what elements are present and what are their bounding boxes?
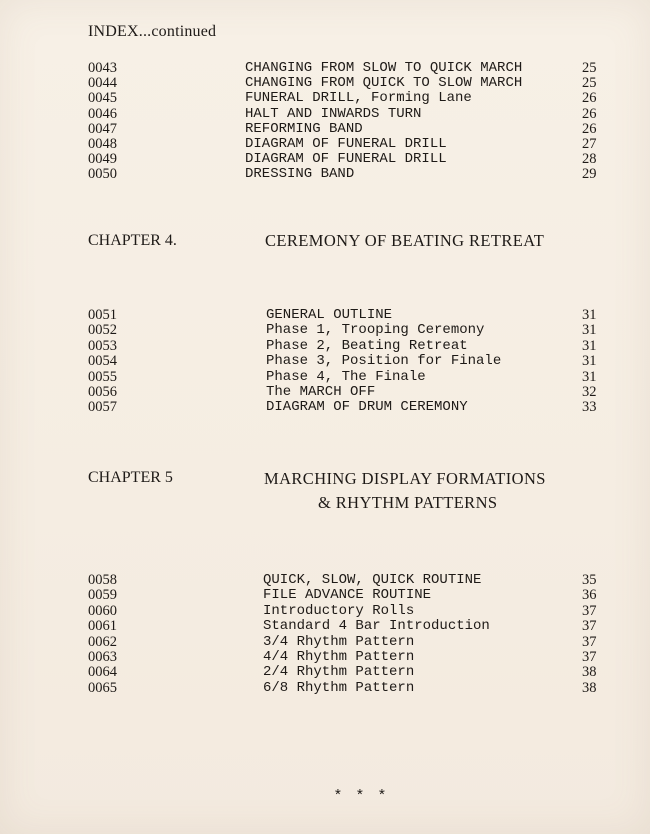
index-entry [0, 76, 650, 91]
entry-title: DIAGRAM OF DRUM CEREMONY [266, 399, 468, 416]
index-heading: INDEX...continued [88, 23, 217, 40]
index-entry [0, 107, 650, 122]
entry-page-number: 37 [582, 618, 597, 635]
entry-title: DRESSING BAND [245, 166, 355, 183]
entry-title: Phase 1, Trooping Ceremony [266, 322, 485, 339]
chapter-4-label: CHAPTER 4. [88, 232, 177, 249]
entry-number: 0045 [88, 90, 117, 107]
entry-page-number: 27 [582, 136, 597, 152]
entry-number: 0056 [88, 384, 117, 400]
entry-page-number: 25 [582, 75, 597, 92]
entry-number: 0064 [88, 664, 117, 681]
entry-title: CHANGING FROM SLOW TO QUICK MARCH [245, 60, 523, 76]
index-entry [0, 385, 650, 400]
entry-number: 0052 [88, 322, 117, 339]
entry-number: 0061 [88, 618, 117, 635]
entry-number: 0054 [88, 353, 117, 370]
entry-number: 0065 [88, 679, 117, 696]
entry-number: 0051 [88, 307, 117, 323]
entry-page-number: 31 [582, 307, 597, 323]
entry-page-number: 26 [582, 90, 597, 107]
entry-number: 0047 [88, 120, 117, 137]
entry-page-number: 26 [582, 120, 597, 137]
entry-page-number: 31 [582, 368, 597, 385]
entry-page-number: 31 [582, 353, 597, 370]
index-entry [0, 400, 650, 415]
entry-number: 0057 [88, 399, 117, 416]
entry-number: 0062 [88, 633, 117, 650]
entry-page-number: 37 [582, 602, 597, 619]
entry-number: 0060 [88, 602, 117, 619]
entry-title: 2/4 Rhythm Pattern [263, 664, 415, 681]
entry-page-number: 31 [582, 337, 597, 354]
entry-title: Phase 2, Beating Retreat [266, 337, 468, 354]
index-entry [0, 619, 650, 634]
index-entry [0, 370, 650, 385]
index-entry [0, 91, 650, 106]
entry-page-number: 25 [582, 60, 597, 76]
index-entry [0, 354, 650, 369]
entry-number: 0058 [88, 572, 117, 588]
entry-page-number: 36 [582, 587, 597, 604]
index-entry [0, 122, 650, 137]
entry-title: HALT AND INWARDS TURN [245, 105, 422, 122]
entry-title: Standard 4 Bar Introduction [263, 618, 490, 635]
entry-title: FILE ADVANCE ROUTINE [263, 587, 432, 604]
entry-number: 0043 [88, 60, 117, 76]
entry-page-number: 33 [582, 399, 597, 416]
entry-number: 0046 [88, 105, 117, 122]
entry-page-number: 26 [582, 105, 597, 122]
entry-number: 0048 [88, 136, 117, 152]
index-entry [0, 650, 650, 665]
index-entry [0, 167, 650, 182]
entry-title: The MARCH OFF [266, 384, 376, 400]
entry-page-number: 31 [582, 322, 597, 339]
chapter-5-label: CHAPTER 5 [88, 469, 173, 486]
entry-title: QUICK, SLOW, QUICK ROUTINE [263, 572, 482, 588]
index-entry [0, 137, 650, 152]
entry-page-number: 38 [582, 664, 597, 681]
entry-number: 0063 [88, 649, 117, 665]
index-entry [0, 339, 650, 354]
entry-number: 0055 [88, 368, 117, 385]
entry-number: 0059 [88, 587, 117, 604]
end-mark: * * * [335, 786, 391, 803]
index-entry [0, 665, 650, 680]
entry-title: FUNERAL DRILL, Forming Lane [245, 90, 472, 107]
index-entry [0, 573, 650, 588]
entry-page-number: 28 [582, 151, 597, 168]
index-entry [0, 323, 650, 338]
entry-title: 3/4 Rhythm Pattern [263, 633, 415, 650]
entry-title: Phase 3, Position for Finale [266, 353, 502, 370]
entry-title: REFORMING BAND [245, 120, 363, 137]
entry-title: Phase 4, The Finale [266, 368, 426, 385]
entry-title: 4/4 Rhythm Pattern [263, 649, 415, 665]
index-entry [0, 152, 650, 167]
chapter-5-title-line-2: & RHYTHM PATTERNS [318, 493, 498, 512]
entry-number: 0050 [88, 166, 117, 183]
entry-page-number: 35 [582, 572, 597, 588]
entry-title: 6/8 Rhythm Pattern [263, 679, 415, 696]
entry-page-number: 32 [582, 384, 597, 400]
entry-page-number: 37 [582, 633, 597, 650]
index-entry [0, 681, 650, 696]
entry-title: DIAGRAM OF FUNERAL DRILL [245, 136, 447, 152]
index-entry [0, 588, 650, 603]
chapter-5-title-line-1: MARCHING DISPLAY FORMATIONS [264, 469, 546, 488]
entry-title: Introductory Rolls [263, 602, 415, 619]
entry-page-number: 38 [582, 679, 597, 696]
entry-number: 0049 [88, 151, 117, 168]
entry-title: CHANGING FROM QUICK TO SLOW MARCH [245, 75, 523, 92]
index-entry [0, 604, 650, 619]
entry-title: DIAGRAM OF FUNERAL DRILL [245, 151, 447, 168]
chapter-4-title: CEREMONY OF BEATING RETREAT [265, 231, 545, 250]
entry-title: GENERAL OUTLINE [266, 307, 393, 323]
index-entry [0, 308, 650, 323]
entry-number: 0053 [88, 337, 117, 354]
index-entry [0, 61, 650, 76]
entry-page-number: 37 [582, 649, 597, 665]
entry-number: 0044 [88, 75, 117, 92]
entry-page-number: 29 [582, 166, 597, 183]
index-entry [0, 635, 650, 650]
